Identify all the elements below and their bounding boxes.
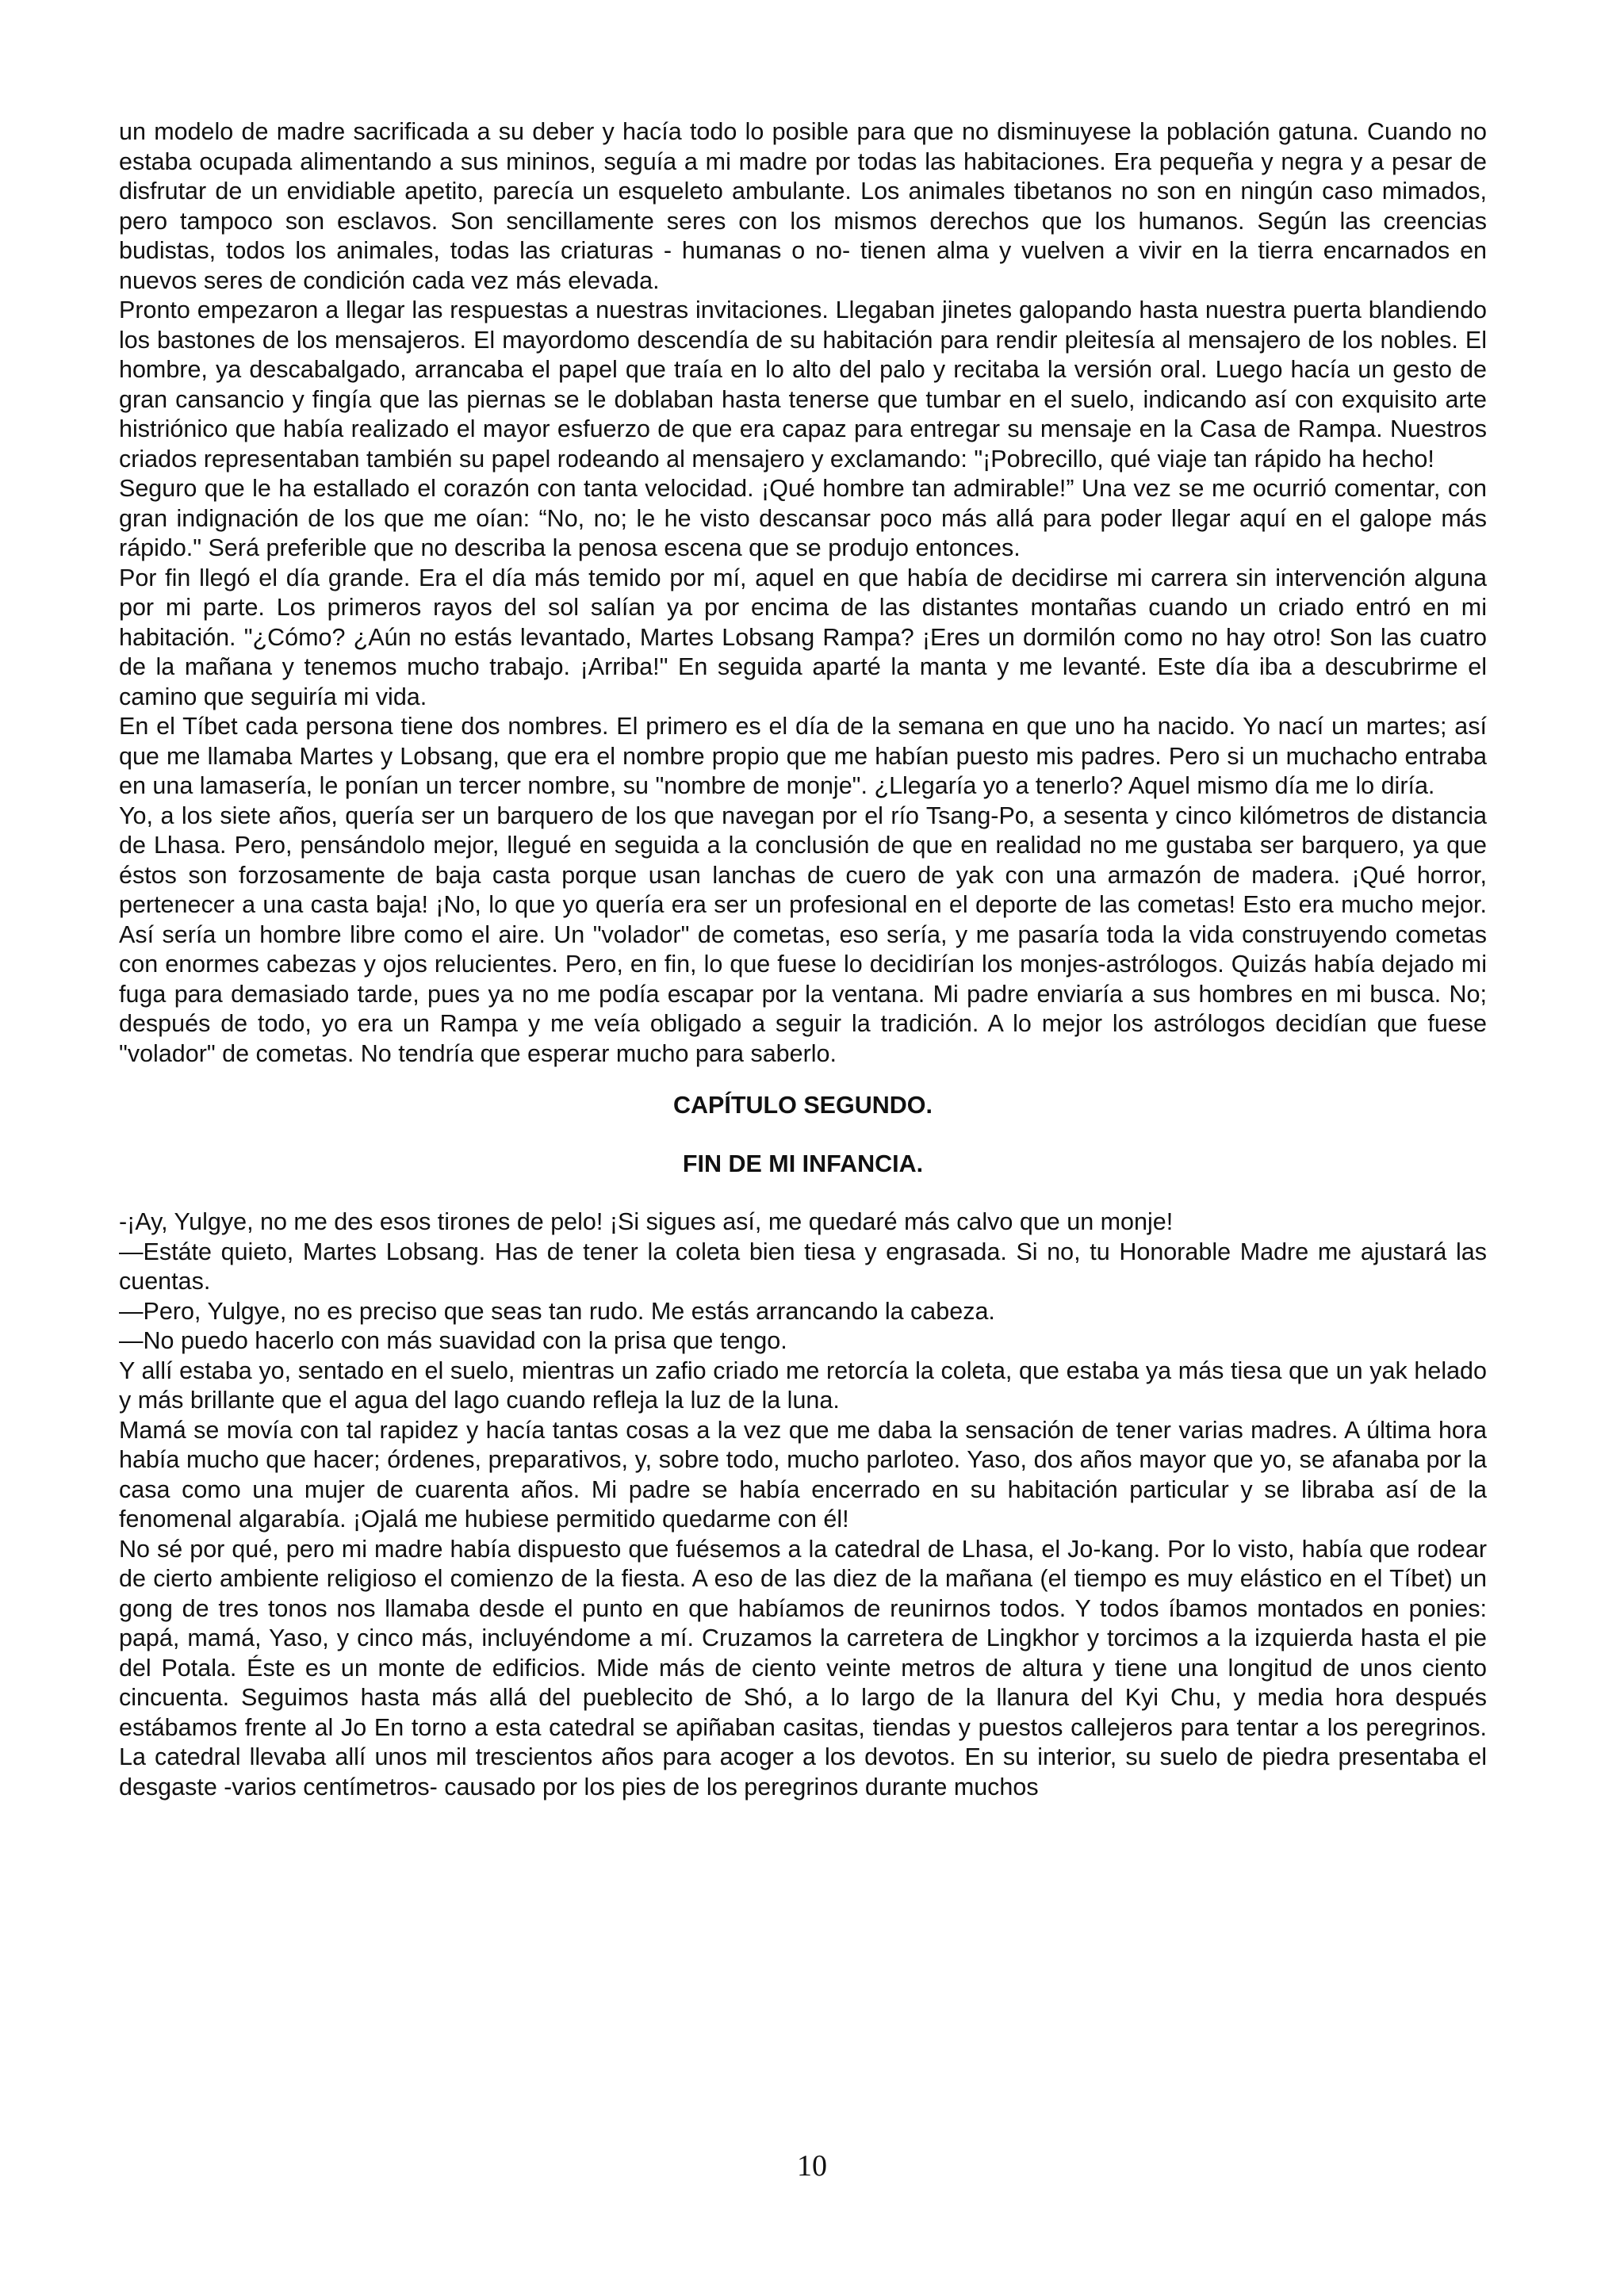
paragraph-big-day: Por fin llegó el día grande. Era el día más temido por mí, aquel en que había de decidirse mi carrera sin intervención alguna por mi parte. Los primeros rayos del sol salían ya por encima de las distantes montañas cuando un criado entró en mi habitación. "¿Cómo? ¿Aún no estás levantado, Martes Lobsang Rampa? ¡Eres un dormilón como no hay otro! Son las cuatro de la mañana y tenemos mucho trabajo. ¡Arriba!" En seguida aparté la manta y me levanté. Este día iba a descubrirme el camino que seguiría mi vida.: [119, 564, 1487, 710]
paragraph-mother-preparations: Mamá se movía con tal rapidez y hacía tantas cosas a la vez que me daba la sensación de tener varias madres. A última hora había mucho que hacer; órdenes, preparativos, y, sobre todo, mucho parloteo. Yaso, dos años mayor que yo, se afanaba por la casa como una mujer de cuarenta años. Mi padre se había encerrado en su habitación particular y se libraba así de la fenomenal algarabía. ¡Ojalá me hubiese permitido quedarme con él!: [119, 1416, 1487, 1533]
paragraph-messengers: Pronto empezaron a llegar las respuestas a nuestras invitaciones. Llegaban jinetes galopando hasta nuestra puerta blandiendo los bastones de los mensajeros. El mayordomo descendía de su habitación para rendir pleitesía al mensajero de los nobles. El hombre, ya descabalgado, arrancaba el papel que traía en lo alto del palo y recitaba la versión oral. Luego hacía un gesto de gran cansancio y fingía que las piernas se le doblaban hasta tenerse que tumbar en el suelo, indicando así con exquisito arte histriónico que había realizado el mayor esfuerzo de que era capaz para entregar su mensaje en la Casa de Rampa. Nuestros criados representaban también su papel rodeando al mensajero y exclamando: "¡Pobrecillo, qué viaje tan rápido ha hecho!: [119, 297, 1487, 473]
document-page: [119, 117, 1487, 2210]
page-number: 10: [797, 2149, 827, 2183]
paragraph-dialogue-4: —No puedo hacerlo con más suavidad con la prisa que tengo.: [119, 1327, 787, 1354]
paragraph-cat: un modelo de madre sacrificada a su deber y hacía todo lo posible para que no disminuyese la población gatuna. Cuando no estaba ocupada alimentando a sus mininos, seguía a mi madre por todas las habitaciones. Era pequeña y negra y a pesar de disfrutar de un envidiable apetito, parecía un esqueleto ambulante. Los animales tibetanos no son en ningún caso mimados, pero tampoco son esclavos. Son sencillamente seres con los mismos derechos que los humanos. Según las creencias budistas, todos los animales, todas las criaturas - humanas o no- tienen alma y vuelven a vivir en la tierra encarnados en nuevos seres de condición cada vez más elevada.: [119, 118, 1487, 294]
paragraph-pigtail: Y allí estaba yo, sentado en el suelo, mientras un zafio criado me retorcía la coleta, que estaba ya más tiesa que un yak helado y más brillante que el agua del lago cuando refleja la luz de la luna.: [119, 1357, 1487, 1414]
body-text-before-chapter: [119, 117, 1487, 1069]
paragraph-dialogue-1: -¡Ay, Yulgye, no me des esos tirones de pelo! ¡Si sigues así, me quedaré más calvo que un monje!: [119, 1208, 1174, 1235]
paragraph-tibetan-names: En el Tíbet cada persona tiene dos nombres. El primero es el día de la semana en que uno ha nacido. Yo nací un martes; así que me llamaba Martes y Lobsang, que era el nombre propio que me habían puesto mis padres. Pero si un muchacho entraba en una lamasería, le ponían un tercer nombre, su "nombre de monje". ¿Llegaría yo a tenerlo? Aquel mismo día me lo diría.: [119, 713, 1487, 799]
chapter-number-heading: CAPÍTULO SEGUNDO.: [672, 1092, 933, 1119]
paragraph-dialogue-3: —Pero, Yulgye, no es preciso que seas tan rudo. Me estás arrancando la cabeza.: [119, 1297, 995, 1325]
chapter-title-heading: FIN DE MI INFANCIA.: [682, 1150, 924, 1177]
paragraph-jokang-cathedral: No sé por qué, pero mi madre había dispuesto que fuésemos a la catedral de Lhasa, el Jo-kang. Por lo visto, había que rodear de cierto ambiente religioso el comienzo de la fiesta. A eso de las diez de la mañana (el tiempo es muy elástico en el Tíbet) un gong de tres tonos nos llamaba desde el punto en que habíamos de reunirnos todos. Y todos íbamos montados en ponies: papá, mamá, Yaso, y cinco más, incluyéndome a mí. Cruzamos la carretera de Lingkhor y torcimos a la izquierda hasta el pie del Potala. Éste es un monte de edificios. Mide más de ciento veinte metros de altura y tiene una longitud de unos ciento cincuenta. Seguimos hasta más allá del pueblecito de Shó, a lo largo de la llanura del Kyi Chu, y media hora después estábamos frente al Jo En torno a esta catedral se apiñaban casitas, tiendas y puestos callejeros para tentar a los peregrinos. La catedral llevaba allí unos mil trescientos años para acoger a los devotos. En su interior, su suelo de piedra presentaba el desgaste -varios centímetros- causado por los pies de los peregrinos durante muchos: [119, 1535, 1487, 1800]
paragraph-admirable-man: Seguro que le ha estallado el corazón con tanta velocidad. ¡Qué hombre tan admirable!” Una vez se me ocurrió comentar, con gran indignación de los que me oían: “No, no; le he visto descansar poco más allá para poder llegar aquí en el galope más rápido." Será preferible que no describa la penosa escena que se produjo entonces.: [119, 475, 1487, 561]
body-text-after-chapter: [119, 1207, 1487, 1802]
paragraph-dialogue-2: —Estáte quieto, Martes Lobsang. Has de tener la coleta bien tiesa y engrasada. Si no, tu Honorable Madre me ajustará las cuentas.: [119, 1238, 1487, 1295]
paragraph-boatman-kites: Yo, a los siete años, quería ser un barquero de los que navegan por el río Tsang-Po, a sesenta y cinco kilómetros de distancia de Lhasa. Pero, pensándolo mejor, llegué en seguida a la conclusión de que en realidad no me gustaba ser barquero, ya que éstos son forzosamente de baja casta porque usan lanchas de cuero de yak con una armazón de madera. ¡Qué horror, pertenecer a una casta baja! ¡No, lo que yo quería era ser un profesional en el deporte de las cometas! Esto era mucho mejor. Así sería un hombre libre como el aire. Un "volador" de cometas, eso sería, y me pasaría toda la vida construyendo cometas con enormes cabezas y ojos relucientes. Pero, en fin, lo que fuese lo decidirían los monjes-astrólogos. Quizás había dejado mi fuga para demasiado tarde, pues ya no me podía escapar por la ventana. Mi padre enviaría a sus hombres en mi busca. No; después de todo, yo era un Rampa y me veía obligado a seguir la tradición. A lo mejor los astrólogos decidían que fuese "volador" de cometas. No tendría que esperar mucho para saberlo.: [119, 802, 1487, 1067]
